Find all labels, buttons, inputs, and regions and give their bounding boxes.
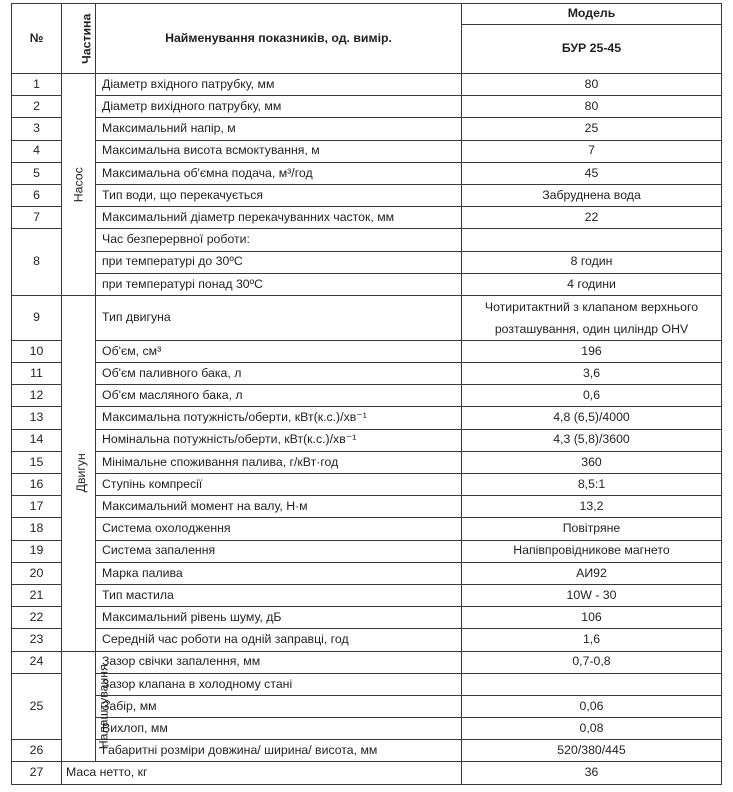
- row-name: Маса нетто, кг: [62, 762, 462, 784]
- row-value: 45: [462, 162, 722, 184]
- row-number: 13: [12, 407, 62, 429]
- row-number: 22: [12, 607, 62, 629]
- row-number: 1: [12, 74, 62, 96]
- row-value: 4,3 (5,8)/3600: [462, 429, 722, 451]
- row-value: Напівпровідникове магнето: [462, 540, 722, 562]
- row-number: 3: [12, 118, 62, 140]
- table-subrow: [12, 695, 722, 717]
- row-value: 7: [462, 140, 722, 162]
- row-number: 17: [12, 496, 62, 518]
- table-row: [12, 584, 722, 606]
- table-row: [12, 629, 722, 651]
- row-name: Максимальний діаметр перекачуванних часток, мм: [96, 207, 462, 229]
- table-row: [12, 207, 722, 229]
- table-row: [12, 762, 722, 784]
- section-engine: [62, 295, 96, 651]
- row-name: Середній час роботи на одній заправці, год: [96, 629, 462, 651]
- header-name: Найменування показників, од. вимір.: [96, 4, 462, 74]
- row-subname: Вихлоп, мм: [96, 718, 462, 740]
- row-value: АИ92: [462, 562, 722, 584]
- row-number: 16: [12, 474, 62, 496]
- row-number: 10: [12, 340, 62, 362]
- section-pump-label: Насос: [71, 166, 86, 202]
- row-name: Зазор свічки запалення, мм: [96, 651, 462, 673]
- section-engine-label: Двигун: [73, 453, 88, 493]
- row-name: Максимальний рівень шуму, дБ: [96, 607, 462, 629]
- table-row: [12, 518, 722, 540]
- table-row: [12, 562, 722, 584]
- table-row: [12, 407, 722, 429]
- row-number: 14: [12, 429, 62, 451]
- row-number: 18: [12, 518, 62, 540]
- table-row: [12, 229, 722, 251]
- row-value: 13,2: [462, 496, 722, 518]
- row-value: 0,7-0,8: [462, 651, 722, 673]
- row-value: 0,06: [462, 695, 722, 717]
- row-number: 23: [12, 629, 62, 651]
- row-name: Тип двигуна: [96, 295, 462, 340]
- table-row: [12, 96, 722, 118]
- row-value: Забруднена вода: [462, 184, 722, 206]
- row-name: Час безперервної роботи:: [96, 229, 462, 251]
- row-name: Об'єм, см³: [96, 340, 462, 362]
- table-row: [12, 140, 722, 162]
- row-name: Номінальна потужність/оберти, кВт(к.с.)/хв⁻¹: [96, 429, 462, 451]
- row-value: [462, 295, 722, 340]
- table-row: [12, 496, 722, 518]
- table-row: [12, 673, 722, 695]
- row-number: 5: [12, 162, 62, 184]
- row-value: 4 години: [462, 273, 722, 295]
- section-pump: [62, 74, 96, 296]
- section-settings-label: Налаштування: [96, 663, 111, 749]
- row-value: 360: [462, 451, 722, 473]
- header-part: [62, 4, 96, 74]
- table-row: [12, 385, 722, 407]
- row-name: Максимальна потужність/оберти, кВт(к.с.)/хв⁻¹: [96, 407, 462, 429]
- row-value: 106: [462, 607, 722, 629]
- row-value: 3,6: [462, 363, 722, 385]
- row-value: 4,8 (6,5)/4000: [462, 407, 722, 429]
- table-row: [12, 340, 722, 362]
- table-subrow: [12, 251, 722, 273]
- row-name: Тип мастила: [96, 584, 462, 606]
- row-name: Ступінь компресії: [96, 474, 462, 496]
- row-name: Діаметр вхідного патрубку, мм: [96, 74, 462, 96]
- row-number: 24: [12, 651, 62, 673]
- row-name: Зазор клапана в холодному стані: [96, 673, 462, 695]
- row-number: 15: [12, 451, 62, 473]
- row-name: Тип води, що перекачується: [96, 184, 462, 206]
- row-name: Габаритні розміри довжина/ ширина/ висота, мм: [96, 740, 462, 762]
- row-name: Максимальний напір, м: [96, 118, 462, 140]
- row-number: 26: [12, 740, 62, 762]
- header-row: [12, 4, 722, 25]
- table-row: [12, 540, 722, 562]
- row-value: 0,08: [462, 718, 722, 740]
- row-value: 10W - 30: [462, 584, 722, 606]
- row-value: 25: [462, 118, 722, 140]
- table-row: [12, 162, 722, 184]
- row-number: 6: [12, 184, 62, 206]
- table-row: [12, 74, 722, 96]
- row-name: Максимальна об'ємна подача, м³/год: [96, 162, 462, 184]
- row-value: 8,5:1: [462, 474, 722, 496]
- row-number: 27: [12, 762, 62, 784]
- table-row: [12, 651, 722, 673]
- table-subrow: [12, 273, 722, 295]
- header-number: №: [12, 4, 62, 74]
- row-number: 20: [12, 562, 62, 584]
- row-value: 22: [462, 207, 722, 229]
- row-value: 80: [462, 74, 722, 96]
- row-number: 19: [12, 540, 62, 562]
- row-number: 7: [12, 207, 62, 229]
- row-number: 11: [12, 363, 62, 385]
- row-value: 8 годин: [462, 251, 722, 273]
- row-value: 36: [462, 762, 722, 784]
- row-subname: при температурі понад 30ºС: [96, 273, 462, 295]
- row-subname: при температурі до 30ºС: [96, 251, 462, 273]
- table-row: [12, 740, 722, 762]
- row-number: 12: [12, 385, 62, 407]
- table-subrow: [12, 718, 722, 740]
- row-number: 8: [12, 229, 62, 296]
- row-name: Об'єм масляного бака, л: [96, 385, 462, 407]
- row-number: 25: [12, 673, 62, 740]
- row-name: Марка палива: [96, 562, 462, 584]
- row-number: 21: [12, 584, 62, 606]
- row-name: Мінімальне споживання палива, г/кВт·год: [96, 451, 462, 473]
- row-number: 9: [12, 295, 62, 340]
- row-value: 1,6: [462, 629, 722, 651]
- row-value: 80: [462, 96, 722, 118]
- row-value: Повітряне: [462, 518, 722, 540]
- row-name: Діаметр вихідного патрубку, мм: [96, 96, 462, 118]
- row-value-line: Чотиритактний з клапаном верхнього: [484, 299, 699, 314]
- header-model-name: БУР 25-45: [462, 25, 722, 74]
- table-row: [12, 184, 722, 206]
- row-name: Максимальна висота всмоктування, м: [96, 140, 462, 162]
- table-row: [12, 295, 722, 340]
- row-value-empty: [462, 673, 722, 695]
- section-settings: [62, 651, 111, 762]
- row-value-empty: [462, 229, 722, 251]
- row-value: 520/380/445: [462, 740, 722, 762]
- header-part-label: Частина: [79, 13, 94, 64]
- row-name: Система охолодження: [96, 518, 462, 540]
- row-name: Об'єм паливного бака, л: [96, 363, 462, 385]
- table-row: [12, 474, 722, 496]
- row-name: Система запалення: [96, 540, 462, 562]
- row-number: 2: [12, 96, 62, 118]
- table-row: [12, 607, 722, 629]
- row-name: Максимальний момент на валу, Н·м: [96, 496, 462, 518]
- row-value: 0,6: [462, 385, 722, 407]
- table-row: [12, 429, 722, 451]
- row-subname: Забір, мм: [96, 695, 462, 717]
- row-value-line: розташування, один циліндр OHV: [494, 321, 689, 336]
- row-number: 4: [12, 140, 62, 162]
- table-row: [12, 451, 722, 473]
- table-row: [12, 363, 722, 385]
- row-value: 196: [462, 340, 722, 362]
- specification-table: [11, 3, 722, 785]
- table-row: [12, 118, 722, 140]
- header-model-label: Модель: [462, 4, 722, 25]
